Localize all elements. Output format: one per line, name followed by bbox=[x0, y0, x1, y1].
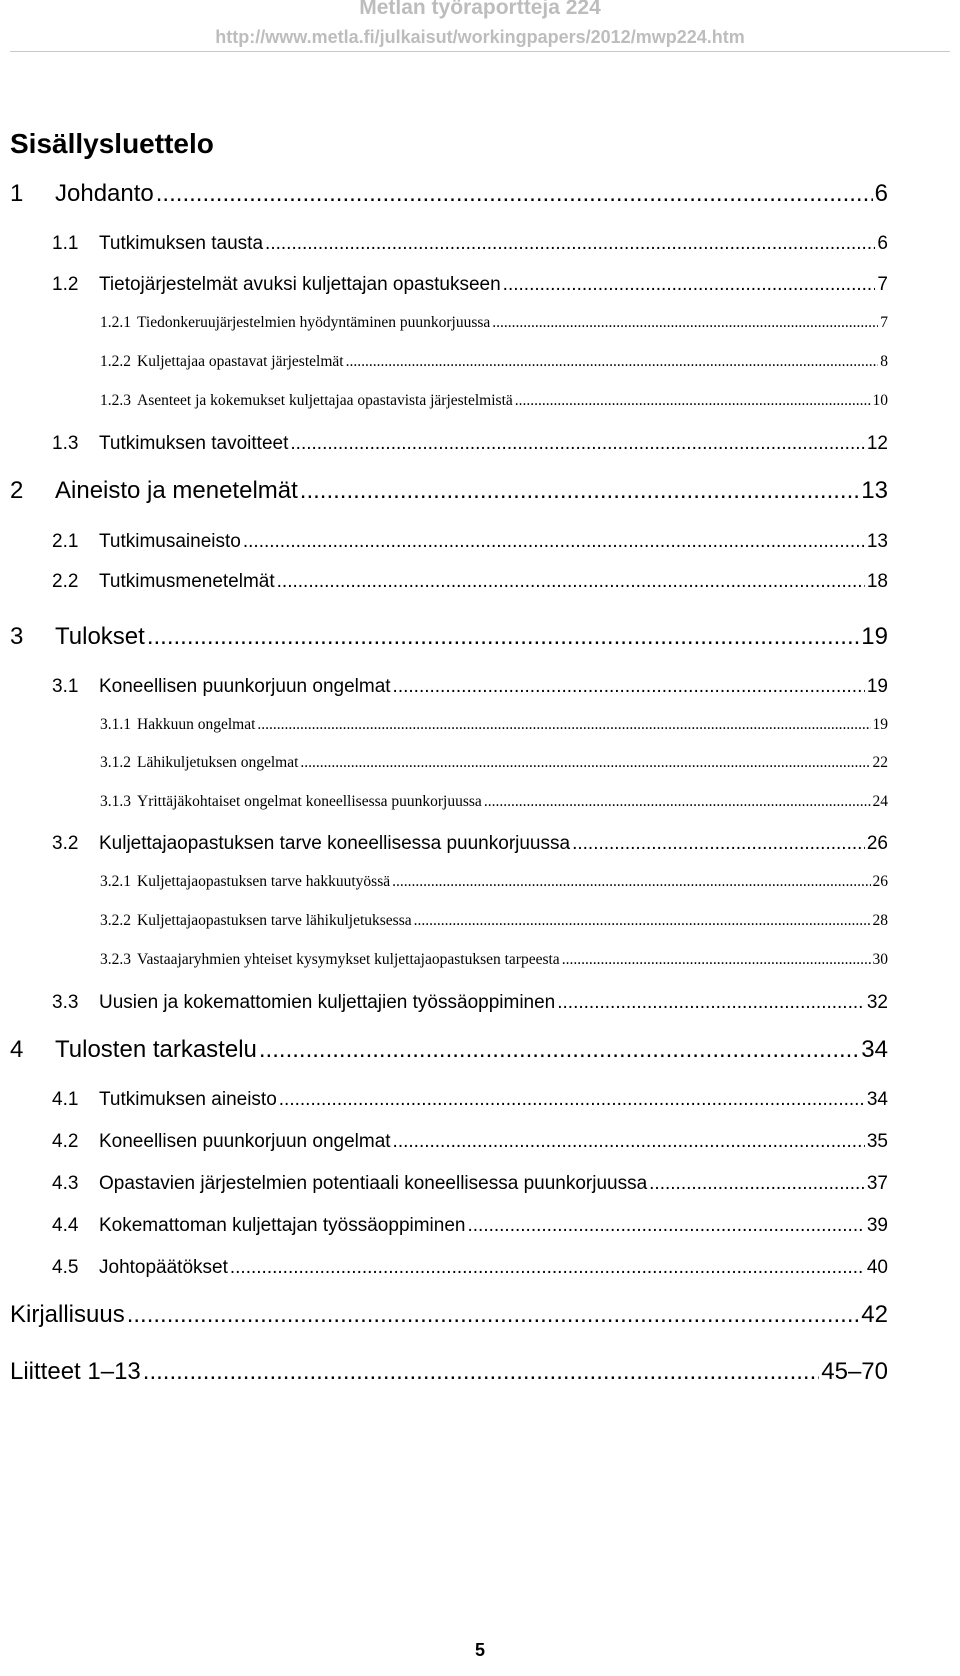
toc-leader-dots bbox=[265, 233, 875, 255]
toc-entry-number: 3.3 bbox=[52, 992, 79, 1013]
toc-entry-page: 30 bbox=[872, 951, 888, 968]
toc-entry[interactable] bbox=[52, 833, 888, 855]
toc-entry[interactable] bbox=[10, 623, 888, 651]
toc-entry-page: 6 bbox=[877, 233, 888, 254]
toc-entry-number: 4.3 bbox=[52, 1173, 79, 1194]
toc-entry-number: 1.2 bbox=[52, 274, 79, 295]
toc-leader-dots bbox=[484, 793, 871, 811]
toc-entry-title: Liitteet 1–13 bbox=[10, 1358, 141, 1385]
toc-leader-dots bbox=[230, 1257, 865, 1279]
toc-leader-dots bbox=[279, 1089, 865, 1111]
toc-entry-page: 7 bbox=[877, 274, 888, 295]
toc-entry-title: Tutkimusaineisto bbox=[99, 531, 241, 552]
toc-entry-page: 34 bbox=[861, 1036, 888, 1063]
toc-leader-dots bbox=[147, 623, 859, 651]
toc-entry[interactable] bbox=[52, 992, 888, 1014]
toc-entry-number: 2 bbox=[10, 477, 24, 504]
toc-entry-page: 13 bbox=[861, 477, 888, 504]
toc-entry[interactable] bbox=[52, 433, 888, 455]
toc-entry-title: Tiedonkeruujärjestelmien hyödyntäminen puunkorjuussa bbox=[137, 314, 491, 331]
toc-leader-dots bbox=[557, 992, 865, 1014]
toc-entry[interactable] bbox=[100, 392, 888, 410]
toc-leader-dots bbox=[649, 1173, 865, 1195]
toc-leader-dots bbox=[414, 912, 871, 930]
toc-leader-dots bbox=[393, 676, 865, 698]
toc-entry-title: Opastavien järjestelmien potentiaali koneellisessa puunkorjuussa bbox=[99, 1173, 648, 1194]
toc-leader-dots bbox=[300, 754, 870, 772]
toc-entry-title: Aineisto ja menetelmät bbox=[55, 477, 298, 504]
toc-entry-page: 10 bbox=[872, 392, 888, 409]
toc-entry-title: Johdanto bbox=[55, 180, 154, 207]
toc-entry[interactable] bbox=[52, 1215, 888, 1237]
toc-entry-title: Uusien ja kokemattomien kuljettajien työssäoppiminen bbox=[99, 992, 556, 1013]
toc-entry-page: 19 bbox=[872, 716, 888, 733]
toc-leader-dots bbox=[143, 1358, 819, 1386]
toc-entry[interactable] bbox=[10, 180, 888, 208]
toc-entry-number: 3.1 bbox=[52, 676, 79, 697]
toc-entry[interactable] bbox=[10, 1358, 888, 1386]
toc-entry-title: Koneellisen puunkorjuun ongelmat bbox=[99, 676, 391, 697]
toc-leader-dots bbox=[300, 477, 860, 505]
toc-entry-number: 2.2 bbox=[52, 571, 79, 592]
toc-entry-page: 12 bbox=[866, 433, 888, 454]
toc-entry-title: Kuljettajaopastuksen tarve koneellisessa puunkorjuussa bbox=[99, 833, 571, 854]
toc-entry[interactable] bbox=[52, 233, 888, 255]
toc-entry-title: Tulosten tarkastelu bbox=[55, 1036, 257, 1063]
toc-leader-dots bbox=[503, 274, 876, 296]
toc-leader-dots bbox=[243, 531, 865, 553]
toc-leader-dots bbox=[562, 951, 871, 969]
toc-entry[interactable] bbox=[52, 1131, 888, 1153]
toc-leader-dots bbox=[393, 1131, 865, 1153]
toc-leader-dots bbox=[467, 1215, 864, 1237]
toc-entry-title: Kuljettajaopastuksen tarve lähikuljetuksessa bbox=[137, 912, 412, 929]
toc-entry-title: Yrittäjäkohtaiset ongelmat koneellisessa puunkorjuussa bbox=[137, 793, 482, 810]
toc-entry-title: Tutkimusmenetelmät bbox=[99, 571, 275, 592]
toc-entry[interactable] bbox=[10, 477, 888, 505]
toc-entry-number: 1.2.1 bbox=[100, 314, 131, 331]
toc-entry-page: 39 bbox=[866, 1215, 888, 1236]
series-url: http://www.metla.fi/julkaisut/workingpapers/2012/mwp224.htm bbox=[215, 27, 745, 47]
toc-entry-number: 2.1 bbox=[52, 531, 79, 552]
toc-entry-title: Tutkimuksen aineisto bbox=[99, 1089, 277, 1110]
toc-entry-number: 1.2.3 bbox=[100, 392, 131, 409]
toc-leader-dots bbox=[277, 571, 865, 593]
toc-leader-dots bbox=[127, 1301, 860, 1329]
toc-entry-number: 4.2 bbox=[52, 1131, 79, 1152]
toc-leader-dots bbox=[392, 873, 870, 891]
toc-leader-dots bbox=[290, 433, 864, 455]
toc-entry-number: 1.3 bbox=[52, 433, 79, 454]
toc-entry[interactable] bbox=[52, 1173, 888, 1195]
toc-entry-title: Kokemattoman kuljettajan työssäoppiminen bbox=[99, 1215, 466, 1236]
toc-entry-number: 3.1.1 bbox=[100, 716, 131, 733]
toc-leader-dots bbox=[572, 833, 865, 855]
toc-entry-page: 34 bbox=[866, 1089, 888, 1110]
toc-entry-title: Koneellisen puunkorjuun ongelmat bbox=[99, 1131, 391, 1152]
toc-entry-number: 3.2.3 bbox=[100, 951, 131, 968]
toc-entry-title: Lähikuljetuksen ongelmat bbox=[137, 754, 299, 771]
toc-entry-page: 32 bbox=[866, 992, 888, 1013]
toc-leader-dots bbox=[156, 180, 873, 208]
toc-entry-number: 1.2.2 bbox=[100, 353, 131, 370]
toc-entry-page: 22 bbox=[872, 754, 888, 771]
toc-entry-number: 3.2.1 bbox=[100, 873, 131, 890]
toc-entry-page: 45–70 bbox=[821, 1358, 888, 1385]
toc-entry-page: 19 bbox=[866, 676, 888, 697]
toc-entry[interactable] bbox=[52, 1089, 888, 1111]
toc-entry[interactable] bbox=[52, 531, 888, 553]
toc-leader-dots bbox=[257, 716, 870, 734]
toc-entry[interactable] bbox=[52, 274, 888, 296]
toc-entry-page: 28 bbox=[872, 912, 888, 929]
toc-entry-title: Kuljettajaopastuksen tarve hakkuutyössä bbox=[137, 873, 391, 890]
toc-entry-title: Hakkuun ongelmat bbox=[137, 716, 256, 733]
toc-entry-page: 35 bbox=[866, 1131, 888, 1152]
toc-entry-title: Tulokset bbox=[55, 623, 145, 650]
toc-entry[interactable] bbox=[10, 1301, 888, 1329]
toc-entry-title: Tietojärjestelmät avuksi kuljettajan opastukseen bbox=[99, 274, 501, 295]
toc-entry-title: Tutkimuksen tausta bbox=[99, 233, 264, 254]
toc-entry-title: Johtopäätökset bbox=[99, 1257, 228, 1278]
toc-entry[interactable] bbox=[100, 716, 888, 734]
toc-entry-number: 3 bbox=[10, 623, 24, 650]
toc-entry-page: 26 bbox=[872, 873, 888, 890]
toc-entry[interactable] bbox=[100, 353, 888, 371]
toc-entry-page: 8 bbox=[880, 353, 888, 370]
toc-entry-title: Kirjallisuus bbox=[10, 1301, 125, 1328]
toc-leader-dots bbox=[515, 392, 871, 410]
toc-entry[interactable] bbox=[10, 1036, 888, 1064]
toc-entry[interactable] bbox=[100, 912, 888, 930]
toc-entry-number: 1 bbox=[10, 180, 24, 207]
toc-entry-page: 18 bbox=[866, 571, 888, 592]
toc-entry-page: 7 bbox=[880, 314, 888, 331]
toc-leader-dots bbox=[346, 353, 879, 371]
toc-leader-dots bbox=[492, 314, 878, 332]
toc-entry-title: Vastaajaryhmien yhteiset kysymykset kuljettajaopastuksen tarpeesta bbox=[137, 951, 560, 968]
toc-entry-number: 4.5 bbox=[52, 1257, 79, 1278]
toc-entry-page: 42 bbox=[861, 1301, 888, 1328]
toc-entry[interactable] bbox=[52, 571, 888, 593]
toc-entry[interactable] bbox=[100, 873, 888, 891]
toc-heading: Sisällysluettelo bbox=[10, 128, 214, 159]
toc-entry-page: 6 bbox=[874, 180, 888, 207]
toc-leader-dots bbox=[259, 1036, 859, 1064]
toc-entry-number: 4.1 bbox=[52, 1089, 79, 1110]
toc-entry-number: 4.4 bbox=[52, 1215, 79, 1236]
toc-entry-page: 19 bbox=[861, 623, 888, 650]
toc-entry[interactable] bbox=[100, 314, 888, 332]
toc-entry-number: 1.1 bbox=[52, 233, 79, 254]
toc-entry-title: Tutkimuksen tavoitteet bbox=[99, 433, 289, 454]
toc-entry-number: 3.1.3 bbox=[100, 793, 131, 810]
toc-entry-page: 13 bbox=[866, 531, 888, 552]
toc-entry-title: Kuljettajaa opastavat järjestelmät bbox=[137, 353, 344, 370]
toc-entry[interactable] bbox=[100, 793, 888, 811]
toc-entry-page: 40 bbox=[866, 1257, 888, 1278]
toc-entry[interactable] bbox=[52, 676, 888, 698]
toc-entry-number: 3.2 bbox=[52, 833, 79, 854]
page-number: 5 bbox=[474, 1640, 485, 1660]
toc-entry-number: 3.2.2 bbox=[100, 912, 131, 929]
toc-entry[interactable] bbox=[100, 951, 888, 969]
toc-entry-page: 24 bbox=[872, 793, 888, 810]
toc-entry-title: Asenteet ja kokemukset kuljettajaa opastavista järjestelmistä bbox=[137, 392, 513, 409]
toc-entry-number: 4 bbox=[10, 1036, 24, 1063]
toc-entry[interactable] bbox=[52, 1257, 888, 1279]
toc-entry[interactable] bbox=[100, 754, 888, 772]
toc-entry-number: 3.1.2 bbox=[100, 754, 131, 771]
toc-entry-page: 37 bbox=[866, 1173, 888, 1194]
series-title: Metlan työraportteja 224 bbox=[359, 0, 601, 19]
toc-entry-page: 26 bbox=[866, 833, 888, 854]
